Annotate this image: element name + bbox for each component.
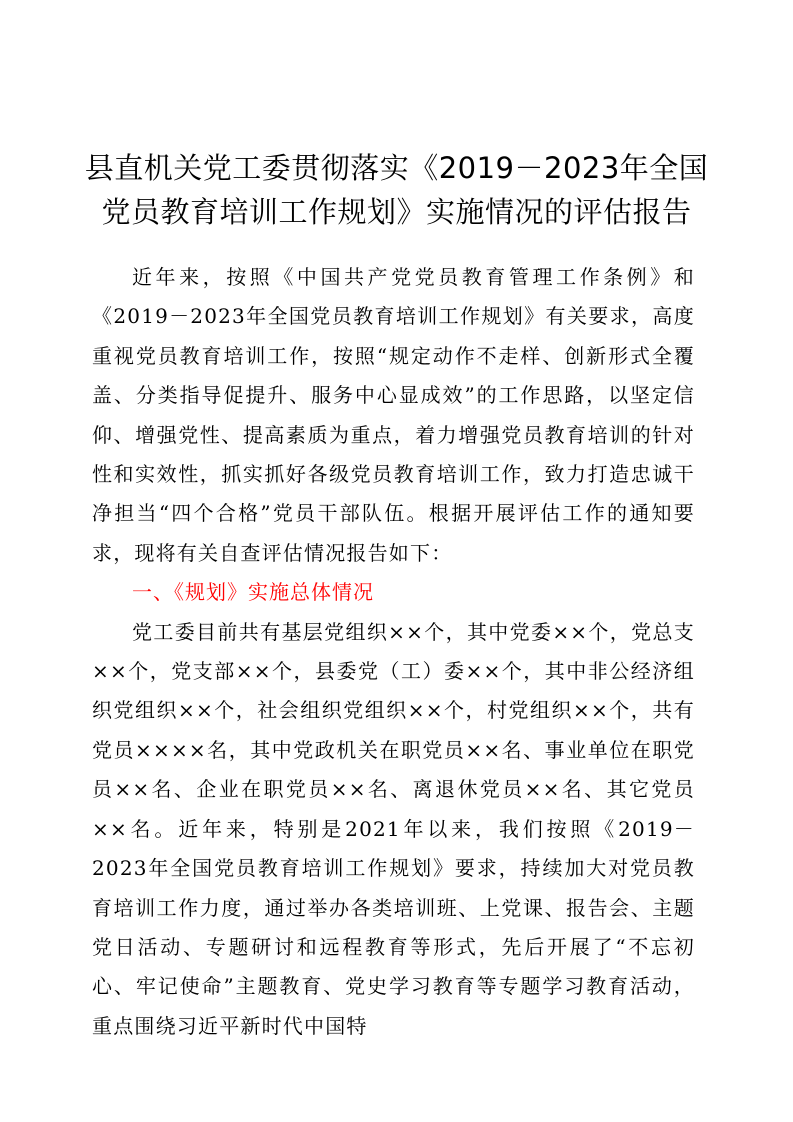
document-body (92, 258, 695, 1046)
section-paragraph: 党工委目前共有基层党组织××个，其中党委××个，党总支××个，党支部××个，县委党（工）委××个，其中非公经济组织党组织××个，社会组织党组织××个，村党组织××个，共有党员××××名，其中党政机关在职党员××名、事业单位在职党员××名、企业在职党员××名、离退休党员××名、其它党员××名。近年来，特别是2021年以来，我们按照《2019－2023年全国党员教育培训工作规划》要求，持续加大对党员教育培训工作力度，通过举办各类培训班、上党课、报告会、主题党日活动、专题研讨和远程教育等形式，先后开展了“不忘初心、牢记使命”主题教育、党史学习教育等专题学习教育活动，重点围绕习近平新时代中国特 (92, 619, 695, 1038)
document-title (60, 146, 733, 234)
intro-paragraph: 近年来，按照《中国共产党党员教育管理工作条例》和《2019－2023年全国党员教育培训工作规划》有关要求，高度重视党员教育培训工作，按照“规定动作不走样、创新形式全覆盖、分类指导促提升、服务中心显成效”的工作思路，以坚定信仰、增强党性、提高素质为重点，着力增强党员教育培训的针对性和实效性，抓实抓好各级党员教育培训工作，致力打造忠诚干净担当“四个合格”党员干部队伍。根据开展评估工作的通知要求，现将有关自查评估情况报告如下： (92, 265, 695, 565)
title-line-2: 党员教育培训工作规划》实施情况的评估报告 (101, 195, 692, 229)
title-line-1: 县直机关党工委贯彻落实《2019－2023年全国 (84, 151, 709, 185)
section-heading: 一、《规划》实施总体情况 (132, 580, 374, 605)
